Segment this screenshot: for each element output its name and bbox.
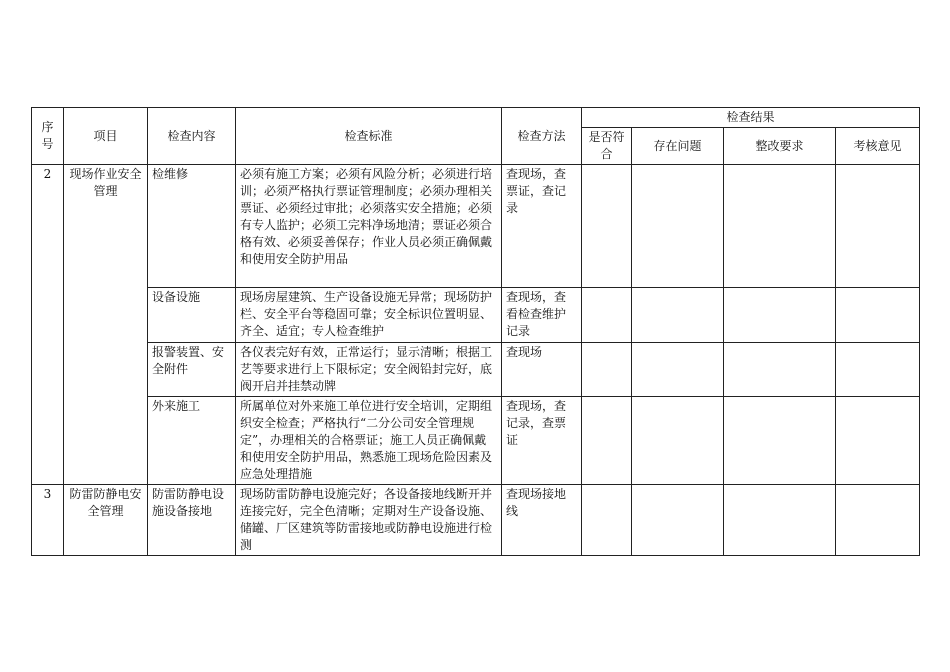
inspection-table <box>31 107 920 556</box>
conform-cell <box>582 343 632 397</box>
problem-cell <box>632 343 724 397</box>
header-conform: 是否符合 <box>582 128 632 165</box>
check-content: 检维修 <box>148 165 236 288</box>
opinion-cell <box>836 343 920 397</box>
rectify-cell <box>724 288 836 343</box>
check-method: 查现场，查看检查维护记录 <box>502 288 582 343</box>
check-content: 外来施工 <box>148 397 236 485</box>
header-opinion: 考核意见 <box>836 128 920 165</box>
problem-cell <box>632 288 724 343</box>
header-rectify: 整改要求 <box>724 128 836 165</box>
check-standard: 现场防雷防静电设施完好；各设备接地线断开并连接完好，完全色清晰；定期对生产设备设施、储罐、厂区建筑等防雷接地或防静电设施进行检测 <box>236 485 502 556</box>
table-row <box>32 165 920 288</box>
problem-cell <box>632 485 724 556</box>
header-item: 项目 <box>64 108 148 165</box>
check-method: 查现场，查记录，查票证 <box>502 397 582 485</box>
check-method: 查现场，查票证，查记录 <box>502 165 582 288</box>
check-method: 查现场 <box>502 343 582 397</box>
header-result-group: 检查结果 <box>582 108 920 128</box>
table-row <box>32 288 920 343</box>
opinion-cell <box>836 485 920 556</box>
check-content: 报警装置、安全附件 <box>148 343 236 397</box>
check-standard: 现场房屋建筑、生产设备设施无异常；现场防护栏、安全平台等稳固可靠；安全标识位置明显、齐全、适宜；专人检查维护 <box>236 288 502 343</box>
rectify-cell <box>724 165 836 288</box>
rectify-cell <box>724 397 836 485</box>
problem-cell <box>632 397 724 485</box>
section-no: 3 <box>32 485 64 556</box>
header-content: 检查内容 <box>148 108 236 165</box>
check-method: 查现场接地线 <box>502 485 582 556</box>
section-item: 现场作业安全管理 <box>64 165 148 485</box>
check-standard: 所属单位对外来施工单位进行安全培训，定期组织安全检查；严格执行“二分公司安全管理规定”，办理相关的合格票证；施工人员正确佩戴和使用安全防护用品，熟悉施工现场危险因素及应急处理措施 <box>236 397 502 485</box>
rectify-cell <box>724 343 836 397</box>
table-row <box>32 485 920 556</box>
table-row <box>32 343 920 397</box>
opinion-cell <box>836 397 920 485</box>
rectify-cell <box>724 485 836 556</box>
header-method: 检查方法 <box>502 108 582 165</box>
section-no: 2 <box>32 165 64 485</box>
problem-cell <box>632 165 724 288</box>
check-standard: 各仪表完好有效，正常运行；显示清晰；根据工艺等要求进行上下限标定；安全阀铅封完好，底阀开启并挂禁动牌 <box>236 343 502 397</box>
conform-cell <box>582 165 632 288</box>
header-standard: 检查标准 <box>236 108 502 165</box>
header-no: 序号 <box>32 108 64 165</box>
header-problem: 存在问题 <box>632 128 724 165</box>
conform-cell <box>582 288 632 343</box>
table-row <box>32 397 920 485</box>
conform-cell <box>582 397 632 485</box>
opinion-cell <box>836 288 920 343</box>
section-item: 防雷防静电安全管理 <box>64 485 148 556</box>
opinion-cell <box>836 165 920 288</box>
conform-cell <box>582 485 632 556</box>
check-standard: 必须有施工方案；必须有风险分析；必须进行培训；必须严格执行票证管理制度；必须办理相关票证、必须经过审批；必须落实安全措施；必须有专人监护；必须工完料净场地清；票证必须合格有效、必须妥善保存；作业人员必须正确佩戴和使用安全防护用品 <box>236 165 502 288</box>
check-content: 设备设施 <box>148 288 236 343</box>
check-content: 防雷防静电设施设备接地 <box>148 485 236 556</box>
